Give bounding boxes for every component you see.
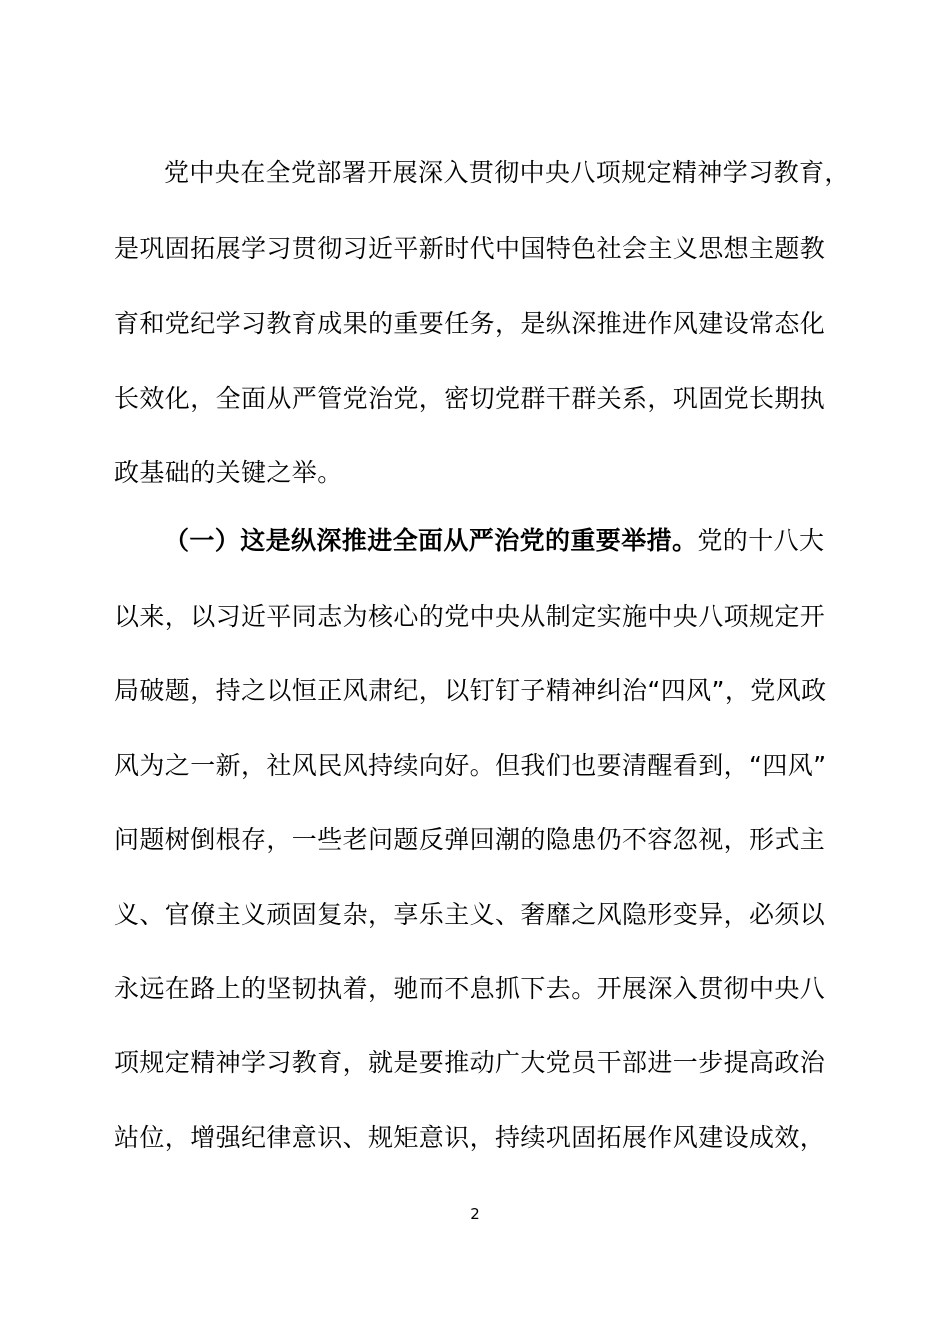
paragraph-line: 育和党纪学习教育成果的重要任务，是纵深推进作风建设常态化: [114, 309, 826, 338]
paragraph-line: 项规定精神学习教育，就是要推动广大党员干部进一步提高政治: [114, 1048, 826, 1077]
paragraph-line: 问题树倒根存，一些老问题反弹回潮的隐患仍不容忽视，形式主: [114, 825, 826, 854]
section-heading: （一）这是纵深推进全面从严治党的重要举措。: [164, 526, 698, 555]
paragraph-line: 是巩固拓展学习贯彻习近平新时代中国特色社会主义思想主题教: [114, 234, 826, 263]
section-heading-continuation: 党的十八大: [697, 526, 825, 555]
page-number: 2: [470, 1205, 480, 1223]
section-heading-line: [164, 521, 864, 561]
paragraph-line: 永远在路上的坚韧执着，驰而不息抓下去。开展深入贯彻中央八: [114, 974, 826, 1003]
paragraph-line: 义、官僚主义顽固复杂，享乐主义、奢靡之风隐形变异，必须以: [114, 900, 826, 929]
paragraph-line: 局破题，持之以恒正风肃纪，以钉钉子精神纠治“四风”，党风政: [114, 676, 827, 705]
paragraph-line: 长效化，全面从严管党治党，密切党群干群关系，巩固党长期执: [114, 384, 826, 413]
paragraph-line: 风为之一新，社风民风持续向好。但我们也要清醒看到，“四风”: [114, 751, 827, 780]
paragraph-line: 政基础的关键之举。: [114, 458, 343, 487]
paragraph-line: 站位，增强纪律意识、规矩意识，持续巩固拓展作风建设成效，: [114, 1123, 826, 1152]
paragraph-line: 党中央在全党部署开展深入贯彻中央八项规定精神学习教育，: [164, 158, 850, 187]
paragraph-line: 以来，以习近平同志为核心的党中央从制定实施中央八项规定开: [114, 602, 826, 631]
